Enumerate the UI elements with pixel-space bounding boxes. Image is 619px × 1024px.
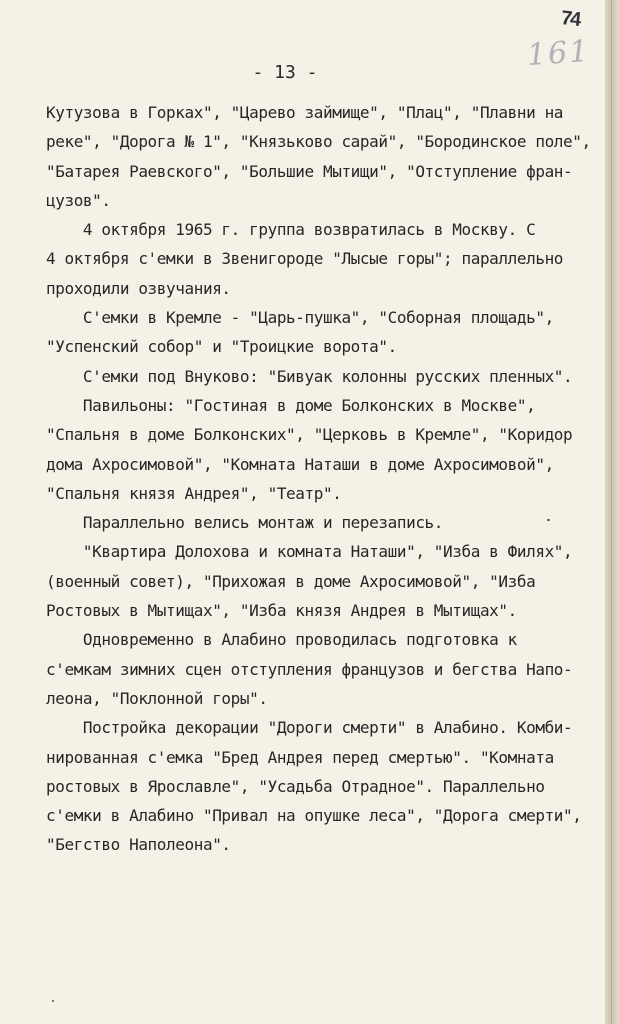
page-edge [606, 0, 619, 1024]
text-line: проходили озвучания. [46, 278, 231, 298]
text-line: С'емки в Кремле - "Царь-пушка", "Соборная площадь", [46, 308, 554, 328]
text-line: 4 октября с'емки в Звенигороде "Лысые горы"; параллельно [46, 249, 564, 269]
paragraph [46, 508, 606, 537]
text-line: Постройка декорации "Дороги смерти" в Алабино. Комби- [46, 718, 573, 738]
page-number: - 13 - [252, 62, 318, 83]
text-line: "Бегство Наполеона". [46, 835, 231, 855]
text-line: ростовых в Ярославле", "Усадьба Отрадное". Параллельно [46, 776, 545, 796]
text-line: Кутузова в Горках", "Царево займище", "Плац", "Плавни на [46, 103, 564, 122]
document-body [46, 98, 606, 860]
paragraph [46, 391, 606, 508]
text-line: "Спальня в доме Болконских", "Церковь в Кремле", "Коридор [46, 425, 573, 445]
paper-speck [52, 1000, 54, 1002]
paragraph [46, 303, 606, 362]
handwritten-folio-number: 161 [525, 33, 592, 74]
paragraph [46, 625, 606, 713]
text-line: 4 октября 1965 г. группа возвратилась в Москву. С [46, 220, 536, 240]
text-line: Ростовых в Мытищах", "Изба князя Андрея в Мытищах". [46, 601, 517, 621]
text-line: с'емки в Алабино "Привал на опушке леса", "Дорога смерти", [46, 806, 582, 826]
text-line: леона, "Поклонной горы". [46, 688, 268, 708]
text-line: Одновременно в Алабино проводилась подготовка к [46, 630, 517, 650]
text-line: "Квартира Долохова и комната Наташи", "Изба в Филях", [46, 542, 573, 562]
paragraph [46, 362, 606, 391]
text-line: с'емкам зимних сцен отступления французов и бегства Напо- [46, 659, 573, 679]
paragraph [46, 215, 606, 303]
text-line: дома Ахросимовой", "Комната Наташи в доме Ахросимовой", [46, 454, 554, 474]
paragraph [46, 98, 606, 215]
text-line: Параллельно велись монтаж и перезапись. [46, 513, 444, 533]
text-line: нированная с'емка "Бред Андрея перед смертью". "Комната [46, 747, 554, 767]
text-line: Павильоны: "Гостиная в доме Болконских в Москве", [46, 395, 536, 415]
paragraph [46, 713, 606, 859]
text-line: "Спальня князя Андрея", "Театр". [46, 483, 342, 503]
text-line: С'емки под Внуково: "Бивуак колонны русских пленных". [46, 366, 573, 386]
text-line: "Батарея Раевского", "Большие Мытищи", "Отступление фран- [46, 161, 573, 181]
text-line: цузов". [46, 190, 111, 210]
text-line: реке", "Дорога № 1", "Князьково сарай", "Бородинское поле", [46, 132, 591, 152]
paper-speck [547, 519, 550, 521]
paragraph [46, 537, 606, 625]
text-line: (военный совет), "Прихожая в доме Ахросимовой", "Изба [46, 571, 536, 591]
archive-sheet-number: 74 [559, 7, 581, 31]
text-line: "Успенский собор" и "Троицкие ворота". [46, 337, 397, 357]
